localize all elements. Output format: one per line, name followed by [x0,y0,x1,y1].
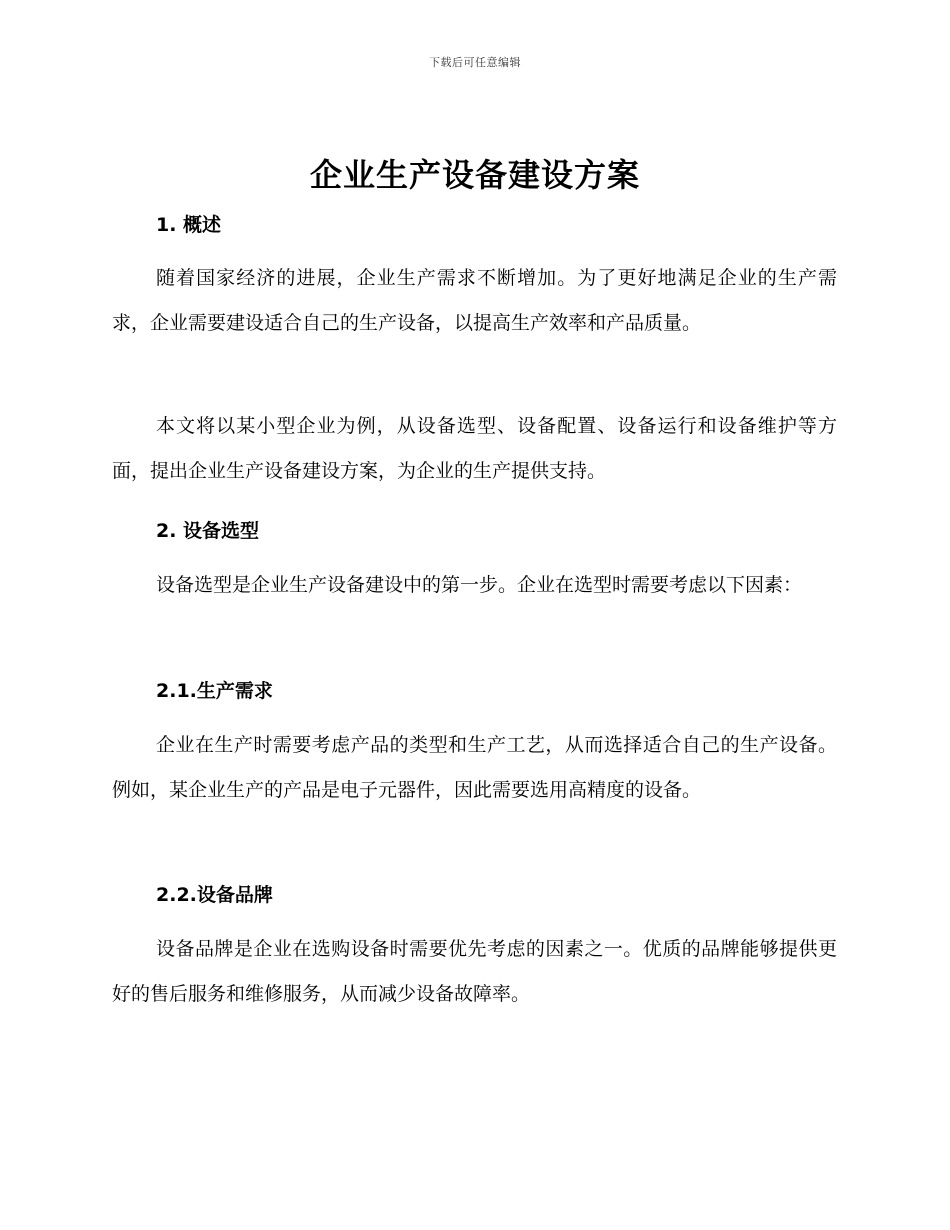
paragraph-equipment-brand: 设备品牌是企业在选购设备时需要优先考虑的因素之一。优质的品牌能够提供更好的售后服务和维修服务，从而减少设备故障率。 [112,938,837,1005]
section-heading-production-demand: 2.1.生产需求 [156,680,273,702]
paragraph-overview-2: 本文将以某小型企业为例，从设备选型、设备配置、设备运行和设备维护等方面，提出企业生产设备建设方案，为企业的生产提供支持。 [112,415,837,482]
paragraph-production-demand: 企业在生产时需要考虑产品的类型和生产工艺，从而选择适合自己的生产设备。例如，某企业生产的产品是电子元器件，因此需要选用高精度的设备。 [112,734,837,801]
header-note: 下载后可任意编辑 [429,56,521,69]
section-heading-overview: 1. 概述 [156,214,222,236]
paragraph-overview-1: 随着国家经济的进展，企业生产需求不断增加。为了更好地满足企业的生产需求，企业需要建设适合自己的生产设备，以提高生产效率和产品质量。 [112,267,837,334]
document-title: 企业生产设备建设方案 [309,156,640,194]
section-heading-equipment-selection: 2. 设备选型 [156,520,260,542]
section-heading-equipment-brand: 2.2.设备品牌 [156,884,273,906]
paragraph-equipment-selection: 设备选型是企业生产设备建设中的第一步。企业在选型时需要考虑以下因素： [156,574,803,596]
